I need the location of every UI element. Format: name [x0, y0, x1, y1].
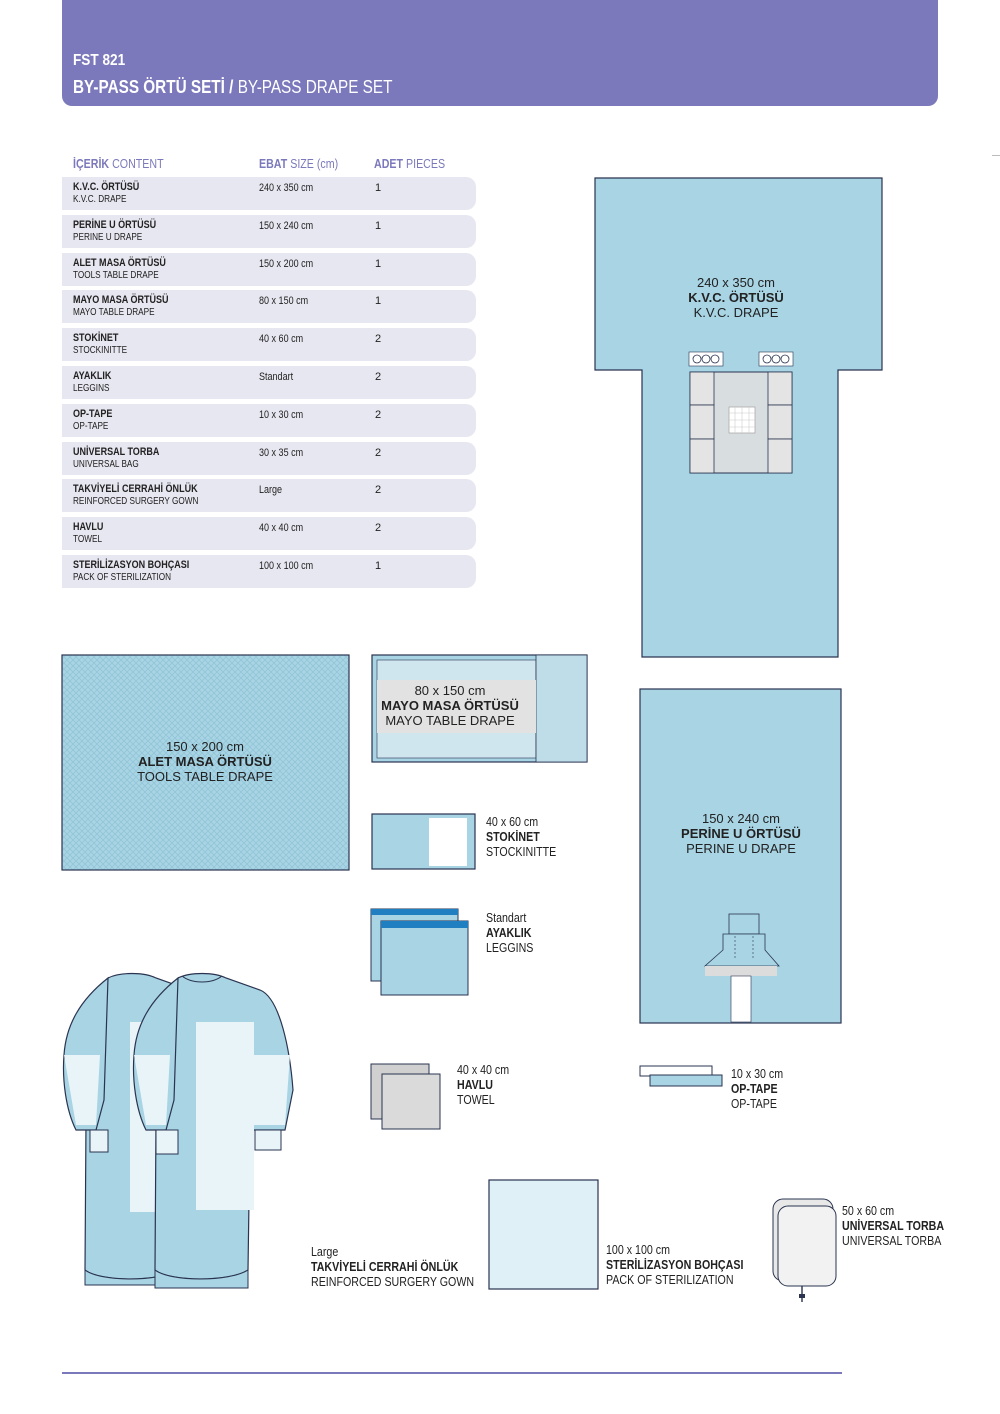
item-size: 150 x 200 cm: [259, 258, 314, 270]
item-size: 240 x 350 cm: [259, 182, 314, 194]
perine-u-drape-illustration: [639, 688, 843, 1026]
item-name-en: STOCKINITTE: [73, 345, 128, 356]
item-quantity: 2: [375, 371, 382, 383]
mayo-table-drape-label: 80 x 150 cm MAYO MASA ÖRTÜSÜ MAYO TABLE DRAPE: [381, 683, 519, 728]
table-row: [62, 442, 476, 475]
item-name-en: REINFORCED SURGERY GOWN: [73, 496, 199, 507]
item-name-en: PACK OF STERILIZATION: [73, 572, 172, 583]
item-size: 100 x 100 cm: [259, 560, 314, 572]
item-name-en: MAYO TABLE DRAPE: [73, 307, 155, 318]
item-quantity: 1: [375, 295, 382, 307]
column-header-content: İÇERİK CONTENT: [73, 156, 164, 171]
item-size: 40 x 40 cm: [259, 522, 304, 534]
item-size: Large: [259, 484, 283, 496]
product-code: FST 821: [73, 52, 126, 69]
sterilization-pack-label: 100 x 100 cm STERİLİZASYON BOHÇASI PACK OF STERILIZATION: [606, 1242, 744, 1287]
table-row: [62, 555, 476, 588]
kvc-drape-label: 240 x 350 cm K.V.C. ÖRTÜSÜ K.V.C. DRAPE: [688, 275, 784, 320]
sterilization-pack-illustration: [488, 1179, 600, 1291]
table-row: [62, 517, 476, 550]
surgery-gown-label: Large TAKVİYELİ CERRAHİ ÖNLÜK REINFORCED SURGERY GOWN: [311, 1244, 475, 1289]
title-separator: /: [229, 77, 234, 97]
item-quantity: 2: [375, 447, 382, 459]
table-row: [62, 366, 476, 399]
item-size: 80 x 150 cm: [259, 295, 309, 307]
item-name-en: PERINE U DRAPE: [73, 232, 143, 243]
table-row: [62, 253, 476, 286]
item-quantity: 1: [375, 560, 382, 572]
table-row: [62, 479, 476, 512]
item-name-tr: PERİNE U ÖRTÜSÜ: [73, 219, 157, 231]
item-size: 40 x 60 cm: [259, 333, 304, 345]
towel-label: 40 x 40 cm HAVLU TOWEL: [457, 1062, 510, 1107]
item-name-en: LEGGINS: [73, 383, 110, 394]
item-name-en: TOOLS TABLE DRAPE: [73, 270, 159, 281]
table-row: [62, 215, 476, 248]
stockinette-illustration: [371, 813, 477, 871]
tools-table-drape-label: 150 x 200 cm ALET MASA ÖRTÜSÜ TOOLS TABLE DRAPE: [137, 739, 273, 784]
item-name-tr: K.V.C. ÖRTÜSÜ: [73, 181, 140, 193]
table-row: [62, 328, 476, 361]
item-quantity: 2: [375, 484, 382, 496]
table-row: [62, 177, 476, 210]
item-name-en: UNIVERSAL BAG: [73, 459, 139, 470]
perine-u-drape-label: 150 x 240 cm PERİNE U ÖRTÜSÜ PERINE U DRAPE: [681, 811, 801, 856]
item-name-tr: UNİVERSAL TORBA: [73, 446, 160, 458]
item-size: 150 x 240 cm: [259, 220, 314, 232]
table-row: [62, 290, 476, 323]
item-size: 30 x 35 cm: [259, 447, 304, 459]
table-row: [62, 404, 476, 437]
universal-bag-illustration: [768, 1196, 840, 1308]
op-tape-label: 10 x 30 cm OP-TAPE OP-TAPE: [731, 1066, 784, 1111]
stockinette-label: 40 x 60 cm STOKİNET STOCKINITTE: [486, 814, 557, 859]
header-banner: [62, 0, 938, 106]
side-mark: [992, 155, 1000, 156]
item-name-tr: STERİLİZASYON BOHÇASI: [73, 559, 190, 571]
title-en: BY-PASS DRAPE SET: [237, 77, 393, 97]
footer-divider: [62, 1372, 842, 1374]
item-name-tr: OP-TAPE: [73, 408, 113, 420]
title-tr: BY-PASS ÖRTÜ SETİ: [73, 77, 225, 97]
op-tape-illustration: [638, 1064, 726, 1090]
item-quantity: 1: [375, 220, 382, 232]
universal-bag-label: 50 x 60 cm UNİVERSAL TORBA UNIVERSAL TORBA: [842, 1203, 945, 1248]
item-quantity: 2: [375, 522, 382, 534]
leggins-illustration: [369, 907, 471, 997]
towel-illustration: [369, 1062, 443, 1132]
item-quantity: 2: [375, 409, 382, 421]
page-title: [73, 77, 392, 98]
item-quantity: 1: [375, 258, 382, 270]
item-name-en: K.V.C. DRAPE: [73, 194, 127, 205]
item-size: Standart: [259, 371, 294, 383]
item-size: 10 x 30 cm: [259, 409, 304, 421]
leggins-label: Standart AYAKLIK LEGGINS: [486, 910, 534, 955]
item-name-en: TOWEL: [73, 534, 103, 545]
item-name-tr: ALET MASA ÖRTÜSÜ: [73, 257, 166, 269]
kvc-drape-illustration: [593, 176, 885, 660]
item-name-tr: MAYO MASA ÖRTÜSÜ: [73, 294, 169, 306]
item-quantity: 1: [375, 182, 382, 194]
item-name-en: OP-TAPE: [73, 421, 109, 432]
column-header-size: EBAT SIZE (cm): [259, 156, 339, 171]
surgery-gown-illustration: [60, 970, 325, 1295]
item-name-tr: HAVLU: [73, 521, 104, 533]
item-name-tr: STOKİNET: [73, 332, 119, 344]
item-quantity: 2: [375, 333, 382, 345]
item-name-tr: AYAKLIK: [73, 370, 112, 382]
item-name-tr: TAKVİYELİ CERRAHİ ÖNLÜK: [73, 483, 198, 495]
column-header-pieces: ADET PIECES: [374, 156, 446, 171]
